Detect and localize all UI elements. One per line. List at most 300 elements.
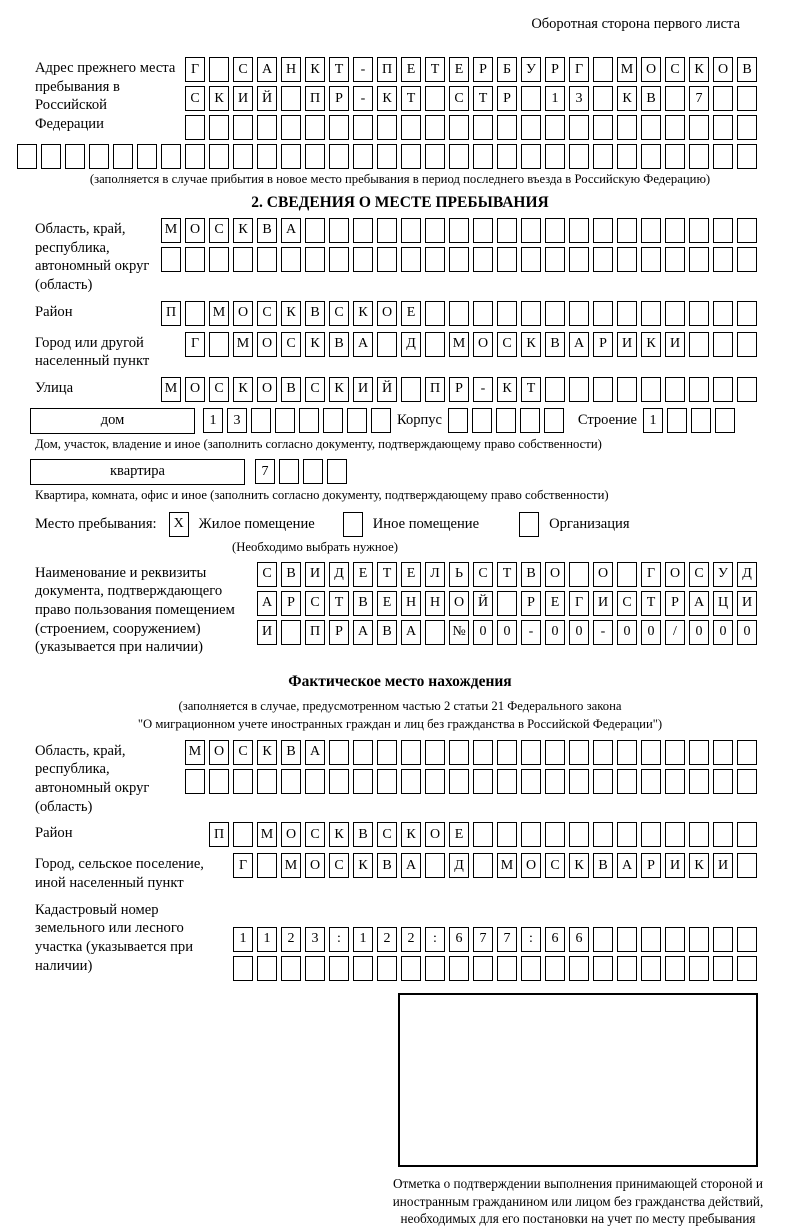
char-cell[interactable]: А bbox=[353, 332, 373, 357]
char-cell[interactable] bbox=[377, 218, 397, 243]
char-cell[interactable] bbox=[521, 247, 541, 272]
char-cell[interactable]: Л bbox=[425, 562, 445, 587]
dom-cells[interactable] bbox=[203, 408, 391, 433]
char-cell[interactable] bbox=[545, 956, 565, 981]
char-cell[interactable]: - bbox=[353, 86, 373, 111]
char-cell[interactable]: А bbox=[353, 620, 373, 645]
char-cell[interactable] bbox=[617, 377, 637, 402]
char-cell[interactable]: 1 bbox=[353, 927, 373, 952]
char-cell[interactable] bbox=[185, 301, 205, 326]
char-cell[interactable]: С bbox=[281, 332, 301, 357]
char-cell[interactable] bbox=[713, 332, 733, 357]
char-cell[interactable]: Г bbox=[569, 591, 589, 616]
char-cell[interactable]: Г bbox=[641, 562, 661, 587]
char-cell[interactable] bbox=[593, 769, 613, 794]
char-cell[interactable]: П bbox=[377, 57, 397, 82]
char-cell[interactable] bbox=[641, 301, 661, 326]
char-cell[interactable] bbox=[161, 247, 181, 272]
char-cell[interactable] bbox=[689, 822, 709, 847]
char-cell[interactable] bbox=[279, 459, 299, 484]
char-cell[interactable]: А bbox=[257, 591, 277, 616]
char-cell[interactable]: Е bbox=[401, 301, 421, 326]
char-cell[interactable]: 0 bbox=[497, 620, 517, 645]
char-cell[interactable]: Е bbox=[449, 57, 469, 82]
char-cell[interactable] bbox=[473, 769, 493, 794]
char-cell[interactable]: С bbox=[305, 822, 325, 847]
char-cell[interactable]: С bbox=[305, 591, 325, 616]
char-cell[interactable] bbox=[521, 86, 541, 111]
fact-gorod-row[interactable] bbox=[233, 853, 757, 878]
char-cell[interactable] bbox=[737, 247, 757, 272]
char-cell[interactable]: Т bbox=[521, 377, 541, 402]
char-cell[interactable] bbox=[665, 769, 685, 794]
char-cell[interactable] bbox=[185, 769, 205, 794]
char-cell[interactable] bbox=[545, 740, 565, 765]
char-cell[interactable]: Т bbox=[641, 591, 661, 616]
char-cell[interactable] bbox=[449, 956, 469, 981]
char-cell[interactable] bbox=[665, 956, 685, 981]
char-cell[interactable]: Р bbox=[473, 57, 493, 82]
char-cell[interactable] bbox=[497, 115, 517, 140]
char-cell[interactable] bbox=[473, 956, 493, 981]
char-cell[interactable]: 2 bbox=[377, 927, 397, 952]
korpus-cells[interactable] bbox=[448, 408, 564, 433]
char-cell[interactable]: - bbox=[473, 377, 493, 402]
char-cell[interactable] bbox=[329, 247, 349, 272]
char-cell[interactable] bbox=[737, 853, 757, 878]
char-cell[interactable]: О bbox=[257, 332, 277, 357]
char-cell[interactable] bbox=[209, 769, 229, 794]
char-cell[interactable] bbox=[377, 144, 397, 169]
char-cell[interactable]: О bbox=[545, 562, 565, 587]
char-cell[interactable]: 2 bbox=[281, 927, 301, 952]
char-cell[interactable] bbox=[520, 408, 540, 433]
char-cell[interactable]: М bbox=[257, 822, 277, 847]
char-cell[interactable] bbox=[545, 218, 565, 243]
doc-row-1[interactable] bbox=[257, 562, 757, 587]
char-cell[interactable] bbox=[353, 769, 373, 794]
char-cell[interactable] bbox=[617, 218, 637, 243]
char-cell[interactable] bbox=[353, 247, 373, 272]
char-cell[interactable]: С bbox=[209, 377, 229, 402]
char-cell[interactable] bbox=[113, 144, 133, 169]
char-cell[interactable] bbox=[497, 247, 517, 272]
char-cell[interactable]: - bbox=[521, 620, 541, 645]
char-cell[interactable] bbox=[545, 144, 565, 169]
char-cell[interactable] bbox=[257, 956, 277, 981]
char-cell[interactable]: 3 bbox=[227, 408, 247, 433]
char-cell[interactable] bbox=[689, 769, 709, 794]
char-cell[interactable] bbox=[689, 247, 709, 272]
char-cell[interactable] bbox=[425, 769, 445, 794]
char-cell[interactable] bbox=[617, 562, 637, 587]
char-cell[interactable]: 6 bbox=[569, 927, 589, 952]
char-cell[interactable]: У bbox=[713, 562, 733, 587]
char-cell[interactable] bbox=[689, 218, 709, 243]
char-cell[interactable]: 3 bbox=[305, 927, 325, 952]
char-cell[interactable]: - bbox=[353, 57, 373, 82]
char-cell[interactable]: Б bbox=[497, 57, 517, 82]
char-cell[interactable] bbox=[569, 144, 589, 169]
char-cell[interactable] bbox=[449, 740, 469, 765]
char-cell[interactable]: И bbox=[665, 853, 685, 878]
char-cell[interactable] bbox=[737, 769, 757, 794]
char-cell[interactable] bbox=[497, 740, 517, 765]
previous-address-row-2[interactable] bbox=[185, 86, 757, 111]
gorod-row[interactable] bbox=[185, 332, 757, 357]
char-cell[interactable]: С bbox=[473, 562, 493, 587]
char-cell[interactable] bbox=[617, 956, 637, 981]
char-cell[interactable] bbox=[401, 218, 421, 243]
char-cell[interactable] bbox=[209, 57, 229, 82]
fact-oblast-row-2[interactable] bbox=[185, 769, 757, 794]
char-cell[interactable] bbox=[303, 459, 323, 484]
char-cell[interactable] bbox=[137, 144, 157, 169]
char-cell[interactable]: М bbox=[161, 218, 181, 243]
char-cell[interactable] bbox=[233, 144, 253, 169]
char-cell[interactable] bbox=[425, 956, 445, 981]
char-cell[interactable] bbox=[665, 86, 685, 111]
char-cell[interactable] bbox=[569, 956, 589, 981]
char-cell[interactable] bbox=[569, 740, 589, 765]
char-cell[interactable] bbox=[641, 769, 661, 794]
char-cell[interactable]: № bbox=[449, 620, 469, 645]
char-cell[interactable]: О bbox=[593, 562, 613, 587]
char-cell[interactable]: К bbox=[617, 86, 637, 111]
char-cell[interactable] bbox=[425, 86, 445, 111]
char-cell[interactable] bbox=[569, 769, 589, 794]
char-cell[interactable] bbox=[641, 144, 661, 169]
char-cell[interactable]: К bbox=[233, 218, 253, 243]
char-cell[interactable]: К bbox=[521, 332, 541, 357]
char-cell[interactable] bbox=[209, 115, 229, 140]
fact-oblast-row-1[interactable] bbox=[185, 740, 757, 765]
char-cell[interactable] bbox=[473, 247, 493, 272]
char-cell[interactable]: : bbox=[425, 927, 445, 952]
char-cell[interactable]: С bbox=[233, 740, 253, 765]
char-cell[interactable] bbox=[593, 956, 613, 981]
char-cell[interactable]: В bbox=[329, 332, 349, 357]
char-cell[interactable]: В bbox=[593, 853, 613, 878]
char-cell[interactable] bbox=[425, 332, 445, 357]
char-cell[interactable] bbox=[329, 218, 349, 243]
char-cell[interactable] bbox=[545, 377, 565, 402]
char-cell[interactable]: В bbox=[281, 740, 301, 765]
char-cell[interactable] bbox=[593, 301, 613, 326]
char-cell[interactable] bbox=[448, 408, 468, 433]
char-cell[interactable]: 7 bbox=[255, 459, 275, 484]
char-cell[interactable] bbox=[17, 144, 37, 169]
raion-row[interactable] bbox=[161, 301, 757, 326]
char-cell[interactable]: Р bbox=[329, 86, 349, 111]
char-cell[interactable]: 0 bbox=[689, 620, 709, 645]
char-cell[interactable] bbox=[65, 144, 85, 169]
char-cell[interactable] bbox=[545, 115, 565, 140]
char-cell[interactable] bbox=[737, 301, 757, 326]
char-cell[interactable] bbox=[569, 377, 589, 402]
char-cell[interactable]: К bbox=[569, 853, 589, 878]
char-cell[interactable] bbox=[689, 301, 709, 326]
char-cell[interactable]: О bbox=[185, 377, 205, 402]
char-cell[interactable] bbox=[665, 822, 685, 847]
char-cell[interactable] bbox=[737, 377, 757, 402]
char-cell[interactable] bbox=[275, 408, 295, 433]
char-cell[interactable]: 0 bbox=[569, 620, 589, 645]
char-cell[interactable]: Е bbox=[401, 562, 421, 587]
char-cell[interactable] bbox=[425, 620, 445, 645]
char-cell[interactable] bbox=[401, 247, 421, 272]
char-cell[interactable] bbox=[425, 301, 445, 326]
char-cell[interactable]: Г bbox=[233, 853, 253, 878]
char-cell[interactable] bbox=[691, 408, 711, 433]
char-cell[interactable] bbox=[617, 769, 637, 794]
fact-raion-row[interactable] bbox=[209, 822, 757, 847]
char-cell[interactable]: Р bbox=[545, 57, 565, 82]
char-cell[interactable]: В bbox=[377, 620, 397, 645]
char-cell[interactable]: О bbox=[233, 301, 253, 326]
char-cell[interactable]: А bbox=[689, 591, 709, 616]
char-cell[interactable]: Д bbox=[737, 562, 757, 587]
char-cell[interactable] bbox=[401, 144, 421, 169]
char-cell[interactable] bbox=[737, 740, 757, 765]
char-cell[interactable]: М bbox=[185, 740, 205, 765]
char-cell[interactable] bbox=[329, 769, 349, 794]
kadastr-row-1[interactable] bbox=[233, 927, 757, 952]
char-cell[interactable]: Р bbox=[641, 853, 661, 878]
char-cell[interactable] bbox=[593, 144, 613, 169]
char-cell[interactable] bbox=[401, 740, 421, 765]
char-cell[interactable]: С bbox=[185, 86, 205, 111]
char-cell[interactable] bbox=[641, 218, 661, 243]
char-cell[interactable]: Т bbox=[497, 562, 517, 587]
char-cell[interactable] bbox=[737, 822, 757, 847]
char-cell[interactable]: Т bbox=[401, 86, 421, 111]
char-cell[interactable] bbox=[327, 459, 347, 484]
char-cell[interactable]: Р bbox=[329, 620, 349, 645]
char-cell[interactable] bbox=[713, 740, 733, 765]
char-cell[interactable] bbox=[473, 301, 493, 326]
char-cell[interactable]: Г bbox=[569, 57, 589, 82]
char-cell[interactable] bbox=[665, 144, 685, 169]
char-cell[interactable] bbox=[521, 115, 541, 140]
char-cell[interactable]: : bbox=[521, 927, 541, 952]
char-cell[interactable]: 2 bbox=[401, 927, 421, 952]
char-cell[interactable] bbox=[593, 86, 613, 111]
char-cell[interactable]: Р bbox=[665, 591, 685, 616]
char-cell[interactable]: В bbox=[281, 377, 301, 402]
char-cell[interactable] bbox=[401, 115, 421, 140]
char-cell[interactable]: К bbox=[305, 332, 325, 357]
char-cell[interactable]: О bbox=[185, 218, 205, 243]
char-cell[interactable]: К bbox=[377, 86, 397, 111]
char-cell[interactable] bbox=[617, 822, 637, 847]
char-cell[interactable] bbox=[497, 769, 517, 794]
char-cell[interactable] bbox=[401, 956, 421, 981]
char-cell[interactable]: 0 bbox=[473, 620, 493, 645]
char-cell[interactable]: С bbox=[329, 853, 349, 878]
char-cell[interactable] bbox=[689, 144, 709, 169]
char-cell[interactable]: А bbox=[569, 332, 589, 357]
char-cell[interactable]: И bbox=[737, 591, 757, 616]
char-cell[interactable]: 6 bbox=[449, 927, 469, 952]
char-cell[interactable] bbox=[713, 769, 733, 794]
char-cell[interactable]: О bbox=[521, 853, 541, 878]
kvartira-cells[interactable] bbox=[255, 459, 347, 484]
char-cell[interactable]: Т bbox=[473, 86, 493, 111]
char-cell[interactable] bbox=[281, 620, 301, 645]
doc-row-2[interactable] bbox=[257, 591, 757, 616]
char-cell[interactable]: Й bbox=[377, 377, 397, 402]
kadastr-row-2[interactable] bbox=[233, 956, 757, 981]
char-cell[interactable] bbox=[257, 144, 277, 169]
char-cell[interactable]: Ь bbox=[449, 562, 469, 587]
char-cell[interactable]: 7 bbox=[497, 927, 517, 952]
char-cell[interactable]: / bbox=[665, 620, 685, 645]
char-cell[interactable]: 1 bbox=[257, 927, 277, 952]
char-cell[interactable]: С bbox=[665, 57, 685, 82]
char-cell[interactable] bbox=[713, 247, 733, 272]
char-cell[interactable]: М bbox=[281, 853, 301, 878]
char-cell[interactable] bbox=[473, 853, 493, 878]
char-cell[interactable] bbox=[545, 301, 565, 326]
char-cell[interactable] bbox=[713, 144, 733, 169]
char-cell[interactable]: С bbox=[329, 301, 349, 326]
char-cell[interactable] bbox=[353, 144, 373, 169]
char-cell[interactable]: В bbox=[641, 86, 661, 111]
char-cell[interactable]: К bbox=[401, 822, 421, 847]
char-cell[interactable] bbox=[737, 218, 757, 243]
char-cell[interactable] bbox=[473, 115, 493, 140]
char-cell[interactable]: Т bbox=[329, 591, 349, 616]
char-cell[interactable] bbox=[641, 956, 661, 981]
char-cell[interactable] bbox=[185, 144, 205, 169]
char-cell[interactable] bbox=[449, 115, 469, 140]
char-cell[interactable]: - bbox=[593, 620, 613, 645]
char-cell[interactable] bbox=[689, 115, 709, 140]
char-cell[interactable] bbox=[737, 86, 757, 111]
char-cell[interactable]: 0 bbox=[545, 620, 565, 645]
char-cell[interactable]: С bbox=[377, 822, 397, 847]
char-cell[interactable]: : bbox=[329, 927, 349, 952]
char-cell[interactable] bbox=[353, 956, 373, 981]
char-cell[interactable]: К bbox=[497, 377, 517, 402]
char-cell[interactable]: Н bbox=[401, 591, 421, 616]
char-cell[interactable] bbox=[617, 301, 637, 326]
char-cell[interactable]: К bbox=[353, 853, 373, 878]
char-cell[interactable] bbox=[233, 956, 253, 981]
char-cell[interactable]: Т bbox=[425, 57, 445, 82]
char-cell[interactable]: С bbox=[305, 377, 325, 402]
char-cell[interactable]: О bbox=[665, 562, 685, 587]
char-cell[interactable] bbox=[449, 247, 469, 272]
char-cell[interactable] bbox=[305, 956, 325, 981]
char-cell[interactable]: Е bbox=[401, 57, 421, 82]
char-cell[interactable] bbox=[425, 247, 445, 272]
char-cell[interactable] bbox=[299, 408, 319, 433]
char-cell[interactable] bbox=[209, 247, 229, 272]
char-cell[interactable]: О bbox=[209, 740, 229, 765]
char-cell[interactable] bbox=[425, 740, 445, 765]
char-cell[interactable]: О bbox=[449, 591, 469, 616]
char-cell[interactable] bbox=[473, 822, 493, 847]
char-cell[interactable]: А bbox=[281, 218, 301, 243]
char-cell[interactable] bbox=[185, 115, 205, 140]
char-cell[interactable]: Н bbox=[281, 57, 301, 82]
char-cell[interactable]: 0 bbox=[737, 620, 757, 645]
char-cell[interactable] bbox=[472, 408, 492, 433]
char-cell[interactable]: 7 bbox=[689, 86, 709, 111]
char-cell[interactable]: С bbox=[617, 591, 637, 616]
char-cell[interactable] bbox=[425, 218, 445, 243]
char-cell[interactable]: Е bbox=[377, 591, 397, 616]
char-cell[interactable]: Р bbox=[521, 591, 541, 616]
zhiloe-checkbox[interactable]: X bbox=[169, 512, 189, 537]
char-cell[interactable] bbox=[281, 956, 301, 981]
char-cell[interactable]: 1 bbox=[203, 408, 223, 433]
char-cell[interactable] bbox=[353, 218, 373, 243]
char-cell[interactable] bbox=[209, 332, 229, 357]
char-cell[interactable] bbox=[544, 408, 564, 433]
char-cell[interactable] bbox=[569, 115, 589, 140]
char-cell[interactable]: 0 bbox=[641, 620, 661, 645]
char-cell[interactable] bbox=[89, 144, 109, 169]
char-cell[interactable] bbox=[713, 377, 733, 402]
char-cell[interactable]: В bbox=[377, 853, 397, 878]
char-cell[interactable]: Р bbox=[449, 377, 469, 402]
char-cell[interactable] bbox=[689, 740, 709, 765]
char-cell[interactable]: К bbox=[329, 377, 349, 402]
char-cell[interactable]: В bbox=[353, 822, 373, 847]
char-cell[interactable]: Т bbox=[329, 57, 349, 82]
char-cell[interactable] bbox=[497, 822, 517, 847]
char-cell[interactable] bbox=[689, 377, 709, 402]
char-cell[interactable]: И bbox=[617, 332, 637, 357]
char-cell[interactable] bbox=[665, 115, 685, 140]
char-cell[interactable] bbox=[233, 769, 253, 794]
char-cell[interactable]: И bbox=[593, 591, 613, 616]
char-cell[interactable]: В bbox=[353, 591, 373, 616]
char-cell[interactable]: Е bbox=[545, 591, 565, 616]
char-cell[interactable]: В bbox=[257, 218, 277, 243]
char-cell[interactable] bbox=[665, 740, 685, 765]
char-cell[interactable] bbox=[521, 218, 541, 243]
char-cell[interactable]: М bbox=[497, 853, 517, 878]
char-cell[interactable] bbox=[233, 822, 253, 847]
char-cell[interactable]: С bbox=[689, 562, 709, 587]
char-cell[interactable] bbox=[521, 144, 541, 169]
char-cell[interactable] bbox=[641, 740, 661, 765]
char-cell[interactable]: В bbox=[305, 301, 325, 326]
char-cell[interactable] bbox=[233, 247, 253, 272]
char-cell[interactable] bbox=[593, 115, 613, 140]
char-cell[interactable]: У bbox=[521, 57, 541, 82]
char-cell[interactable]: Е bbox=[449, 822, 469, 847]
char-cell[interactable]: О bbox=[305, 853, 325, 878]
char-cell[interactable]: Й bbox=[257, 86, 277, 111]
char-cell[interactable] bbox=[593, 822, 613, 847]
inoe-checkbox[interactable] bbox=[343, 512, 363, 537]
char-cell[interactable]: 0 bbox=[713, 620, 733, 645]
char-cell[interactable]: Г bbox=[185, 57, 205, 82]
char-cell[interactable] bbox=[569, 247, 589, 272]
char-cell[interactable] bbox=[569, 562, 589, 587]
ulitsa-row[interactable] bbox=[161, 377, 757, 402]
char-cell[interactable]: С bbox=[449, 86, 469, 111]
char-cell[interactable]: П bbox=[305, 620, 325, 645]
char-cell[interactable]: М bbox=[209, 301, 229, 326]
char-cell[interactable]: Д bbox=[401, 332, 421, 357]
char-cell[interactable]: Ц bbox=[713, 591, 733, 616]
